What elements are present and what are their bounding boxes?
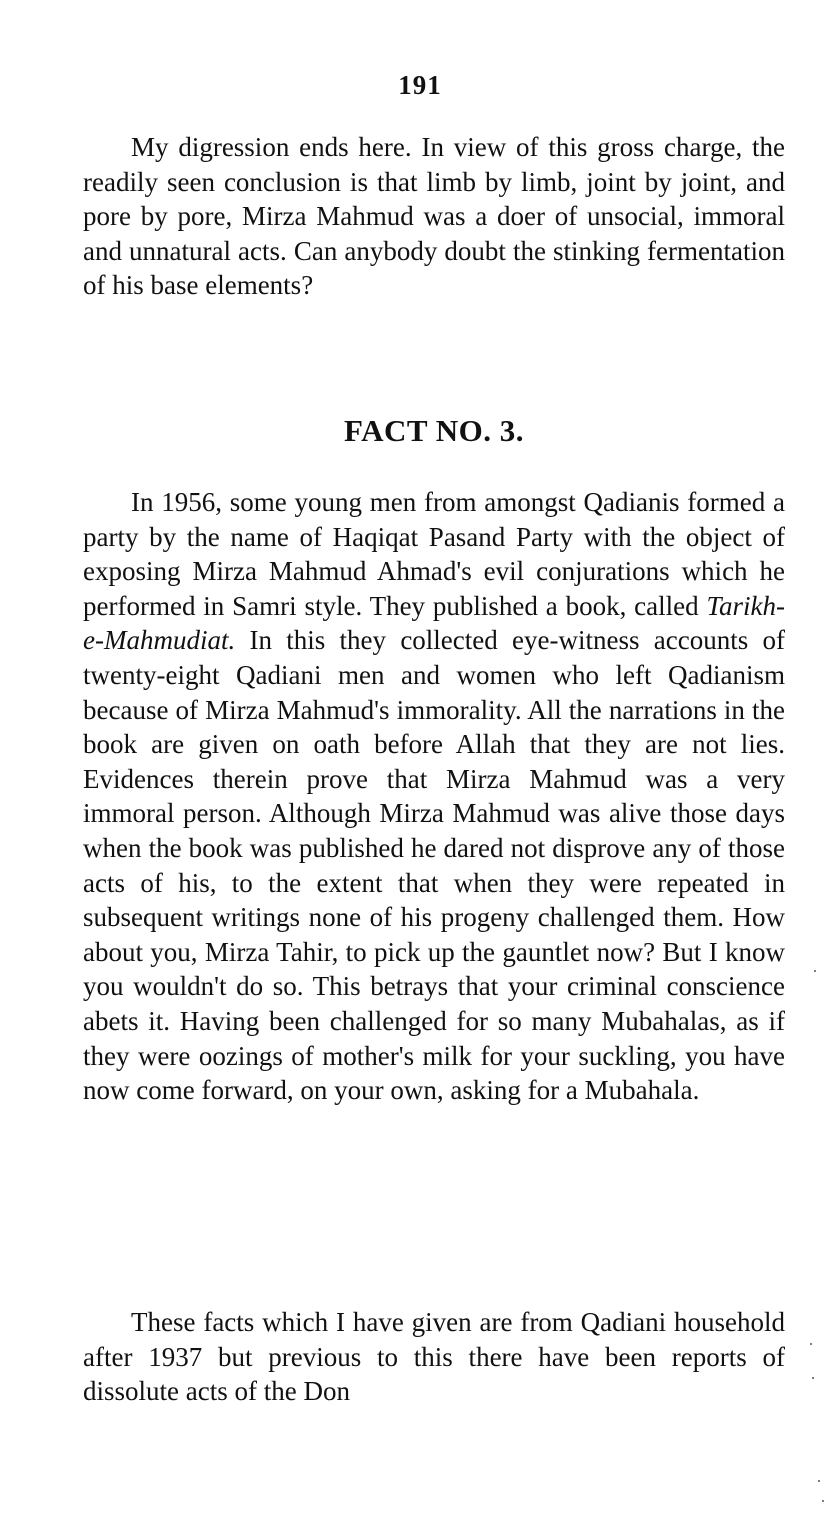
scan-speck [814, 970, 816, 972]
scan-speck [822, 1500, 824, 1502]
scan-speck [818, 1480, 820, 1482]
scan-speck [810, 1343, 812, 1345]
page-number: 191 [398, 70, 442, 100]
book-title: Tarikh-e-Mahmudiat. [83, 590, 785, 656]
paragraph-digression-text: My digression ends here. In view of this gross charge, the readily seen conclusion is that limb by limb, joint by joint, and pore by pore, Mirza Mahmud was a doer of unsocial, immoral and unnatural acts. Can anybody doubt the stinking fermentation of his base elements? [83, 132, 785, 301]
scan-speck [812, 1377, 814, 1379]
paragraph-household [83, 1305, 785, 1409]
paragraph-fact-three-text-end: In this they collected eye-witness accounts of twenty-eight Qadiani men and women who left Qadianism because of Mirza Mahmud's immorality. All the narrations in the book are given on oath before Allah that they are not lies. Evidences therein prove that Mirza Mahmud was a very immoral person. Although Mirza Mahmud was alive those days when the book was published he dared not disprove any of those acts of his, to the extent that when they were repeated in subsequent writings none of his progeny challenged them. How about you, Mirza Tahir, to pick up the gauntlet now? But I know you wouldn't do so. This betrays that your criminal conscience abets it. Having been challenged for so many Mubahalas, as if they were oozings of mother's milk for your suckling, you have now come forward, on your own, asking for a Mubahala. [83, 625, 785, 1106]
paragraph-digression [83, 130, 785, 303]
paragraph-household-text: These facts which I have given are from Qadiani household after 1937 but previous to this there have been reports of dissolute acts of the Don [83, 1307, 785, 1407]
paragraph-fact-three-text-start: In 1956, some young men from amongst Qadianis formed a party by the name of Haqiqat Pasand Party with the object of exposing Mirza Mahmud Ahmad's evil conjurations which he performed in Samri style. They published a book, called [83, 487, 785, 621]
paragraph-fact-three [83, 485, 785, 1108]
section-heading: FACT NO. 3. [343, 413, 525, 448]
